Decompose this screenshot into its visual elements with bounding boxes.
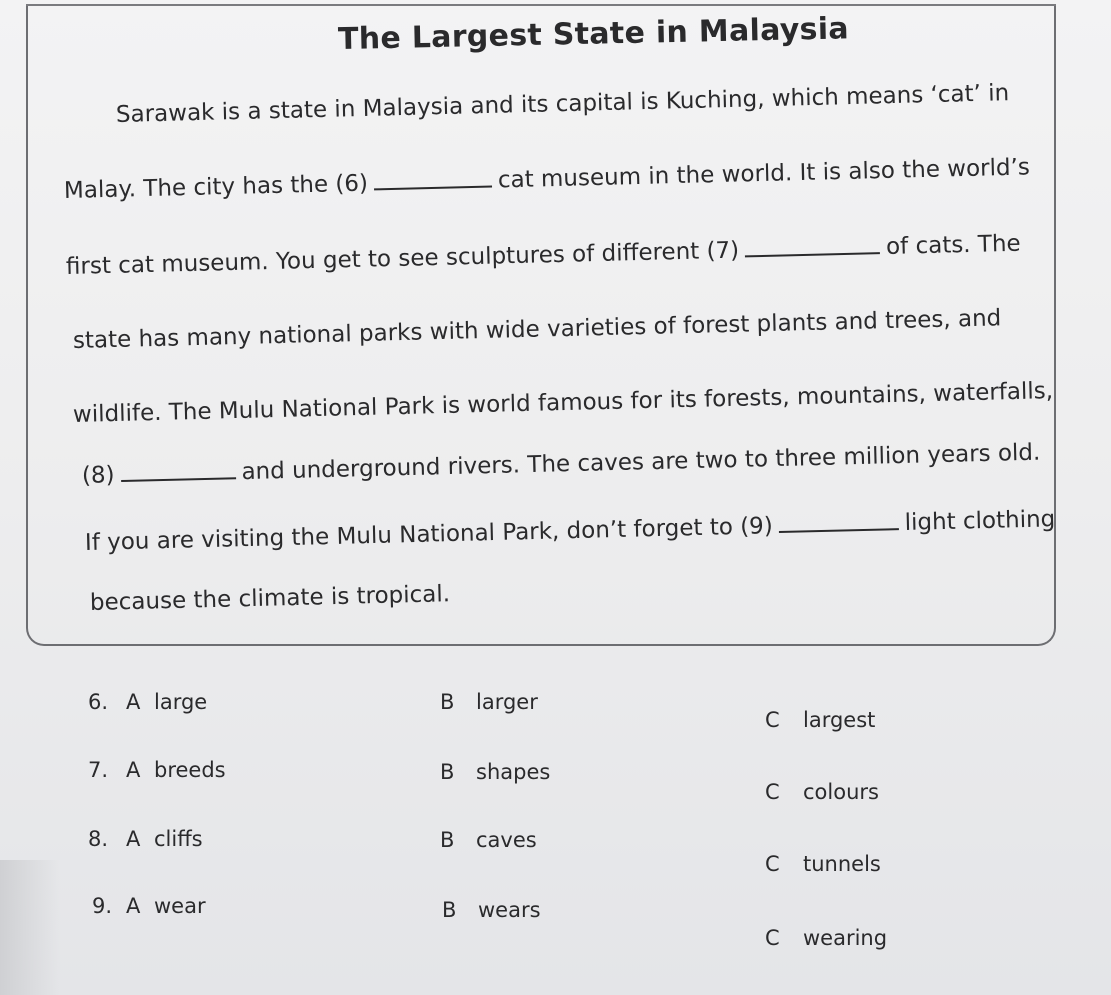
passage-text: cat museum in the world. It is also the world’s xyxy=(497,154,1031,194)
blank-7[interactable] xyxy=(745,251,880,257)
option-letter: C xyxy=(765,780,780,804)
question-7-option-a[interactable] xyxy=(88,758,226,782)
passage-line-5: wildlife. The Mulu National Park is world famous for its forests, mountains, waterfalls, xyxy=(72,378,1054,428)
question-number: 7. xyxy=(88,758,109,782)
question-8-option-a[interactable] xyxy=(88,827,203,851)
option-text: cliffs xyxy=(154,827,203,851)
option-text: large xyxy=(154,690,208,714)
question-6-option-b[interactable] xyxy=(440,690,538,714)
passage-line-4: state has many national parks with wide varieties of forest plants and trees, and xyxy=(72,305,1002,354)
blank-9[interactable] xyxy=(779,527,899,533)
question-7-option-b[interactable] xyxy=(440,760,550,784)
question-8-option-b[interactable] xyxy=(440,828,537,852)
passage-text: Malay. The city has the (6) xyxy=(63,170,369,204)
option-letter: A xyxy=(126,894,141,918)
question-number: 8. xyxy=(88,827,109,851)
question-number: 9. xyxy=(92,894,113,918)
question-6-option-c[interactable] xyxy=(765,708,875,732)
option-text: largest xyxy=(803,708,876,732)
option-text: colours xyxy=(803,780,879,804)
passage-text: light clothing xyxy=(904,506,1056,536)
question-7-option-c[interactable] xyxy=(765,780,879,804)
passage-text: If you are visiting the Mulu National Park, don’t forget to (9) xyxy=(84,513,774,556)
passage-text: of cats. The xyxy=(885,230,1021,260)
option-letter: A xyxy=(126,758,141,782)
option-text: larger xyxy=(476,690,538,714)
blank-8[interactable] xyxy=(121,476,236,482)
option-letter: C xyxy=(765,926,780,950)
blank-6[interactable] xyxy=(374,185,492,191)
option-text: caves xyxy=(476,828,537,852)
question-6-option-a[interactable] xyxy=(88,690,207,714)
passage-text: (8) xyxy=(81,462,115,489)
page-title: The Largest State in Malaysia xyxy=(337,11,850,57)
option-text: tunnels xyxy=(803,852,881,876)
option-letter: A xyxy=(126,690,141,714)
option-text: wears xyxy=(478,898,541,922)
option-text: wear xyxy=(154,894,206,918)
option-letter: B xyxy=(440,828,455,852)
option-letter: C xyxy=(765,852,780,876)
passage-text: and underground rivers. The caves are two to three million years old. xyxy=(241,439,1041,486)
passage-line-1: Sarawak is a state in Malaysia and its capital is Kuching, which means ‘cat’ in xyxy=(115,80,1010,128)
question-8-option-c[interactable] xyxy=(765,852,881,876)
option-text: shapes xyxy=(476,760,551,784)
option-text: wearing xyxy=(803,926,888,950)
page-shadow xyxy=(0,860,60,995)
question-9-option-a[interactable] xyxy=(92,894,206,918)
option-letter: B xyxy=(440,760,455,784)
option-letter: A xyxy=(126,827,141,851)
question-9-option-b[interactable] xyxy=(442,898,541,922)
option-letter: B xyxy=(440,690,455,714)
question-number: 6. xyxy=(88,690,109,714)
passage-line-8: because the climate is tropical. xyxy=(89,581,451,616)
question-9-option-c[interactable] xyxy=(765,926,887,950)
option-letter: B xyxy=(442,898,457,922)
option-letter: C xyxy=(765,708,780,732)
passage-text: first cat museum. You get to see sculptures of different (7) xyxy=(65,237,740,280)
option-text: breeds xyxy=(154,758,226,782)
